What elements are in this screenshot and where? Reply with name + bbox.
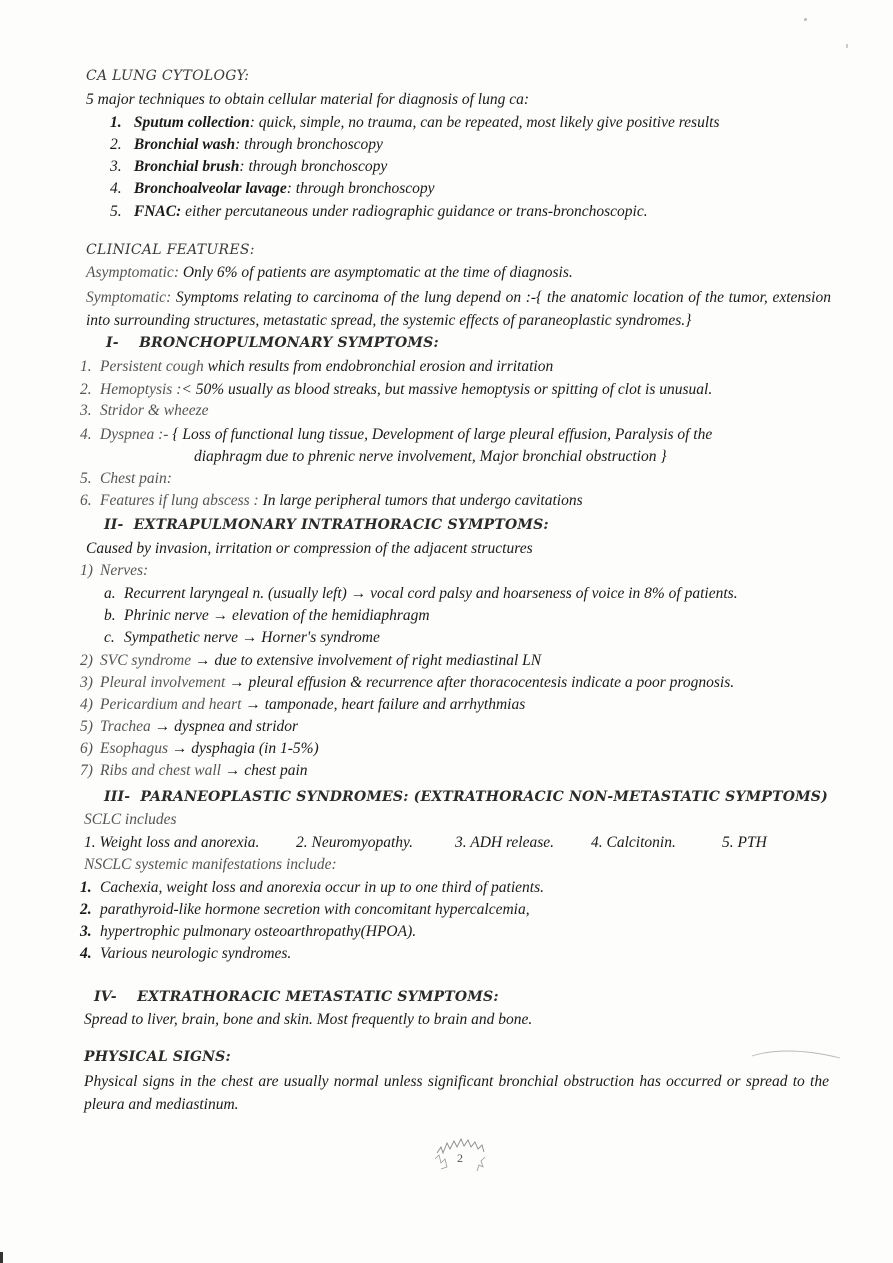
nsclc-item: 1. Cachexia, weight loss and anorexia occur in up to one third of patients. <box>80 879 544 896</box>
bronchopulmonary-item: 2. Hemoptysis :< 50% usually as blood streaks, but massive hemoptysis or spitting of clot is unusual. <box>80 381 713 398</box>
nerve-subitem: a. Recurrent laryngeal n. (usually left) → vocal cord palsy and hoarseness of voice in 8% of patients. <box>104 585 738 602</box>
symptomatic-paragraph: Symptomatic: Symptoms relating to carcinoma of the lung depend on :-{ the anatomic location of the tumor, extension into surrounding structures, metastatic spread, the systemic effects of paraneoplastic syndromes.} <box>86 289 831 329</box>
technique-item: 1. Sputum collection: quick, simple, no trauma, can be repeated, most likely give positive results <box>110 114 720 131</box>
extrapulmonary-item: 2) SVC syndrome → due to extensive involvement of right mediastinal LN <box>80 652 542 669</box>
pencil-stroke-decoration <box>750 1044 842 1062</box>
nsclc-item: 2. parathyroid-like hormone secretion with concomitant hypercalcemia, <box>80 901 530 918</box>
bronchopulmonary-item: 3. Stridor & wheeze <box>80 402 209 419</box>
cytology-intro: 5 major techniques to obtain cellular material for diagnosis of lung ca: <box>86 91 530 108</box>
section-heading-physical-signs: PHYSICAL SIGNS: <box>84 1049 231 1065</box>
nerves-item: 1) Nerves: <box>80 562 149 579</box>
technique-item: 3. Bronchial brush: through bronchoscopy <box>110 158 388 175</box>
bronchopulmonary-item: 6. Features if lung abscess : In large peripheral tumors that undergo cavitations <box>80 492 583 509</box>
dyspnea-continuation: diaphragm due to phrenic nerve involvement, Major bronchial obstruction } <box>194 448 667 465</box>
sclc-item: 4. Calcitonin. <box>591 834 676 851</box>
extrapulmonary-item: 5) Trachea → dyspnea and stridor <box>80 718 299 735</box>
nsclc-label: NSCLC systemic manifestations include: <box>84 856 337 873</box>
section-heading-clinical-features: CLINICAL FEATURES: <box>86 242 255 258</box>
subheading-bronchopulmonary: I- BRONCHOPULMONARY SYMPTOMS: <box>106 335 439 351</box>
technique-item: 5. FNAC: either percutaneous under radiographic guidance or trans-bronchoscopic. <box>110 203 648 220</box>
nsclc-item: 3. hypertrophic pulmonary osteoarthropathy(HPOA). <box>80 923 417 940</box>
nerve-subitem: b. Phrinic nerve → elevation of the hemidiaphragm <box>104 607 430 624</box>
subheading-paraneoplastic: III- PARANEOPLASTIC SYNDROMES: (EXTRATHORACIC NON-METASTATIC SYMPTOMS) <box>104 789 828 805</box>
page-number-badge <box>423 1133 497 1179</box>
sclc-item: 2. Neuromyopathy. <box>296 834 413 851</box>
bronchopulmonary-item: 4. Dyspnea :- { Loss of functional lung tissue, Development of large pleural effusion, Paralysis of the <box>80 426 713 443</box>
scan-edge-mark <box>0 1252 3 1263</box>
sclc-item: 3. ADH release. <box>455 834 555 851</box>
subheading-extrapulmonary: II- EXTRAPULMONARY INTRATHORACIC SYMPTOMS: <box>104 517 549 533</box>
subheading-metastatic: IV- EXTRATHORACIC METASTATIC SYMPTOMS: <box>94 989 499 1005</box>
section-heading-lung-cytology: CA LUNG CYTOLOGY: <box>86 68 250 84</box>
technique-item: 2. Bronchial wash: through bronchoscopy <box>110 136 383 153</box>
bronchopulmonary-item: 1. Persistent cough which results from endobronchial erosion and irritation <box>80 358 554 375</box>
sclc-item: 1. Weight loss and anorexia. <box>84 834 260 851</box>
nsclc-item: 4. Various neurologic syndromes. <box>80 945 292 962</box>
asymptomatic-line: Asymptomatic: Only 6% of patients are asymptomatic at the time of diagnosis. <box>86 264 573 281</box>
page-number: 2 <box>457 1151 463 1165</box>
metastatic-text: Spread to liver, brain, bone and skin. Most frequently to brain and bone. <box>84 1011 533 1028</box>
extrapulmonary-item: 4) Pericardium and heart → tamponade, heart failure and arrhythmias <box>80 696 526 713</box>
extrapulmonary-intro: Caused by invasion, irritation or compression of the adjacent structures <box>86 540 533 557</box>
physical-signs-paragraph: Physical signs in the chest are usually normal unless significant bronchial obstruction has occurred or spread to the pleura and mediastinum. <box>84 1073 829 1113</box>
sclc-label: SCLC includes <box>84 811 177 828</box>
sclc-item: 5. PTH <box>722 834 767 851</box>
technique-item: 4. Bronchoalveolar lavage: through bronchoscopy <box>110 180 435 197</box>
extrapulmonary-item: 3) Pleural involvement → pleural effusion & recurrence after thoracocentesis indicate a poor prognosis. <box>80 674 735 691</box>
scan-speck <box>804 18 807 21</box>
scan-speck <box>846 44 848 48</box>
extrapulmonary-item: 7) Ribs and chest wall → chest pain <box>80 762 308 779</box>
bronchopulmonary-item: 5. Chest pain: <box>80 470 172 487</box>
extrapulmonary-item: 6) Esophagus → dysphagia (in 1-5%) <box>80 740 319 757</box>
nerve-subitem: c. Sympathetic nerve → Horner's syndrome <box>104 629 380 646</box>
